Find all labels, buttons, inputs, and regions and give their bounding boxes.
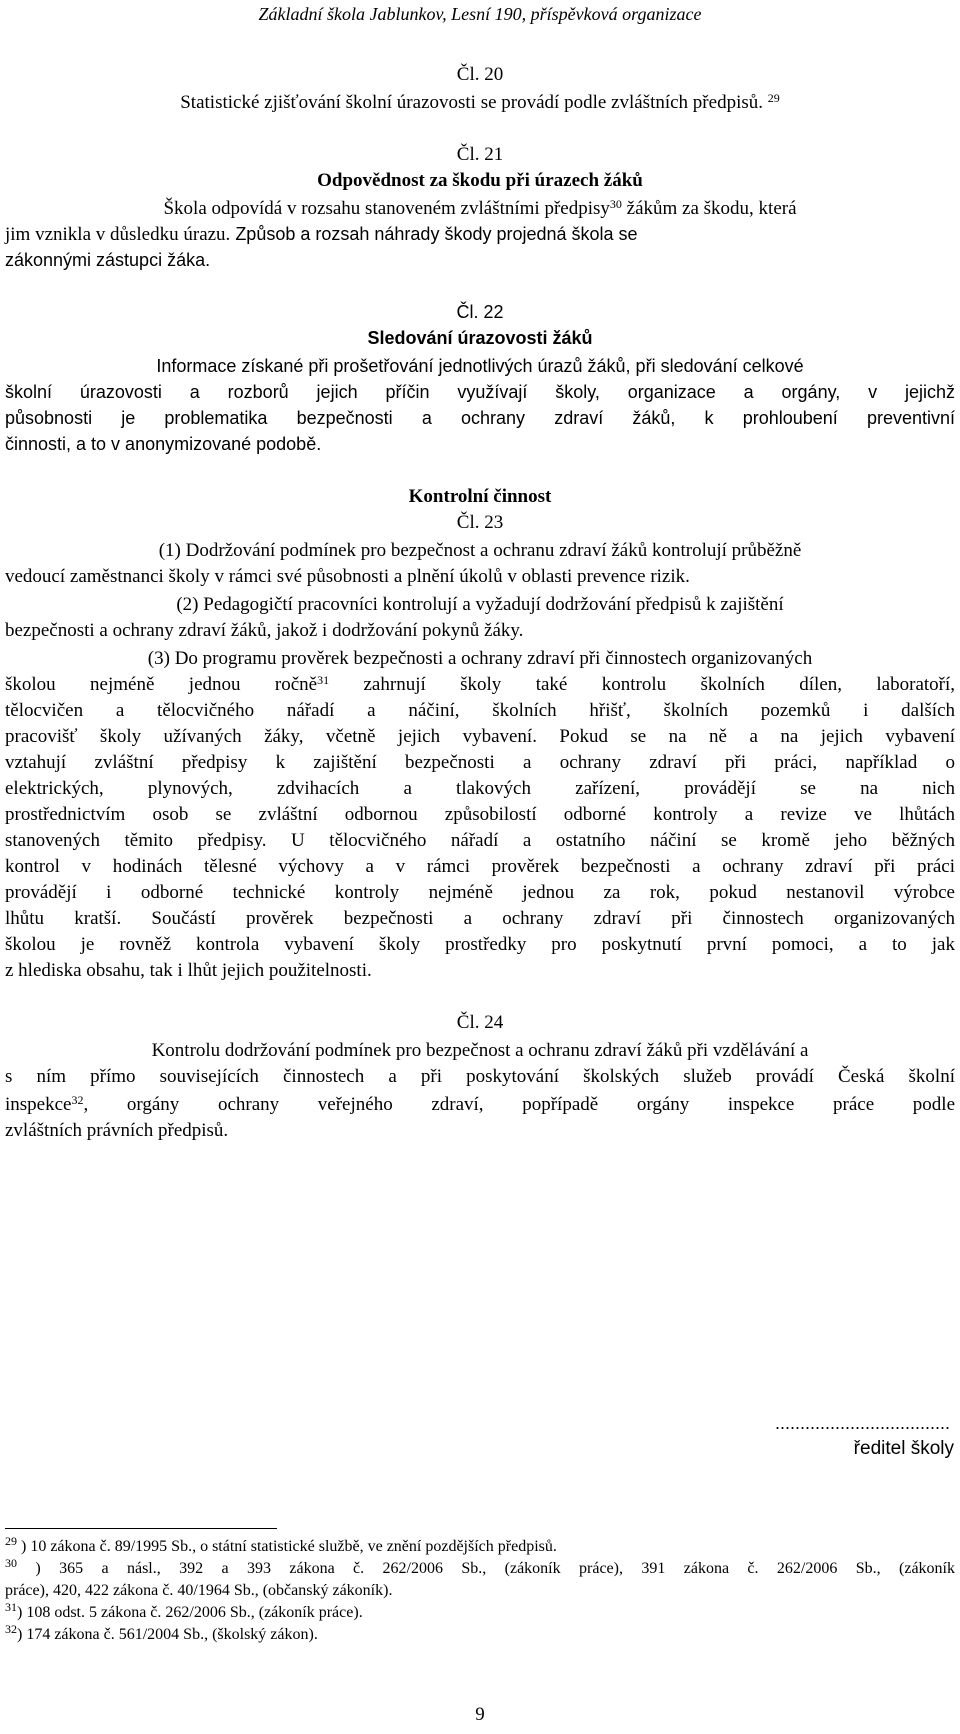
article-22-line-3: působnosti je problematika bezpečnosti a ochrany zdraví žáků, k prohloubení preventivní: [5, 408, 955, 428]
footnote-32-text: ) 174 zákona č. 561/2004 Sb., (školský zákon).: [17, 1626, 318, 1643]
article-21-line-2-a: jim vznikla v důsledku úrazu.: [5, 224, 231, 245]
article-24-heading: Čl. 24: [456, 1012, 504, 1033]
article-23-p1-line-1: (1) Dodržování podmínek pro bezpečnost a ochranu zdraví žáků kontrolují průběžně: [158, 540, 802, 561]
footnote-31-text: ) 108 odst. 5 zákona č. 262/2006 Sb., (zákoník práce).: [17, 1604, 363, 1621]
footnote-30-line-2: práce), 420, 422 zákona č. 40/1964 Sb., (občanský zákoník).: [5, 1582, 393, 1599]
running-header: Základní škola Jablunkov, Lesní 190, příspěvková organizace: [258, 4, 702, 24]
article-23-p3-line-2-a: školou nejméně jednou ročně: [5, 674, 318, 695]
article-23-p3-line-9: kontrol v hodinách tělesné výchovy a v rámci prověrek bezpečnosti a ochrany zdraví při práci: [5, 856, 955, 877]
footnote-32-number: 32: [5, 1622, 17, 1636]
footnote-ref-29: 29: [767, 91, 780, 105]
article-23-p1-line-2: vedoucí zaměstnanci školy v rámci své působnosti a plnění úkolů v oblasti prevence rizik.: [5, 566, 690, 587]
footnote-30-line-1: [5, 1556, 955, 1578]
signature-title: ředitel školy: [853, 1438, 954, 1459]
footnote-separator: [5, 1528, 277, 1529]
article-24-line-2: s ním přímo souvisejících činnostech a při poskytování školských služeb provádí Česká školní: [5, 1066, 955, 1087]
section-kontrolni-cinnost-title: Kontrolní činnost: [408, 486, 552, 507]
footnote-30-number: 30: [5, 1556, 17, 1570]
footnote-ref-32: 32: [71, 1093, 84, 1107]
article-22-line-4: činnosti, a to v anonymizované podobě.: [5, 434, 322, 454]
article-23-p3-line-5: vztahují zvláštní předpisy k zajištění bezpečnosti a ochrany zdraví při práci, například o: [5, 752, 955, 773]
article-21-line-2: [5, 224, 955, 246]
article-23-p3-line-7: prostřednictvím osob se zvláštní odbornou způsobilostí odborné kontroly a revize ve lhůtách: [5, 804, 955, 825]
article-23-p2-line-2: bezpečnosti a ochrany zdraví žáků, jakož i dodržování pokynů žáky.: [5, 620, 524, 641]
article-21-line-3: zákonnými zástupci žáka.: [5, 250, 211, 270]
footnote-29-number: 29: [5, 1534, 17, 1548]
article-23-p3-line-1: (3) Do programu prověrek bezpečnosti a ochrany zdraví při činnostech organizovaných: [147, 648, 813, 669]
article-23-p3-line-2-b: zahrnují školy také kontrolu školních dílen, laboratoří,: [329, 674, 956, 695]
article-21-line-1-b: žákům za škodu, která: [621, 198, 797, 219]
article-23-p3-line-12: školou je rovněž kontrola vybavení školy prostředky pro poskytnutí první pomoci, a to jak: [5, 934, 955, 955]
article-23-p3-line-3: tělocvičen a tělocvičného nářadí a náčiní, školních hřišť, školních pozemků i dalších: [5, 700, 955, 721]
page-number: 9: [475, 1704, 485, 1725]
article-23-p3-line-4: pracovišť školy užívaných žáky, včetně jejich vybavení. Pokud se na ně a na jejich vybavení: [5, 726, 955, 747]
article-21-line-2-b: Způsob a rozsah náhrady škody projedná škola se: [230, 224, 638, 244]
footnote-30-text-a: ) 365 a násl., 392 a 393 zákona č. 262/2006 Sb., (zákoník práce), 391 zákona č. 262/2006 Sb., (zákoník: [17, 1560, 955, 1577]
article-23-p3-line-11: lhůtu kratší. Součástí prověrek bezpečnosti a ochrany zdraví při činnostech organizovaných: [5, 908, 955, 929]
article-23-p3-line-10: provádějí i odborné technické kontroly nejméně jednou za rok, pokud nestanovil výrobce: [5, 882, 955, 903]
footnote-29: [5, 1534, 955, 1556]
article-24-line-3-a: inspekce: [5, 1094, 72, 1115]
article-21-title: Odpovědnost za škodu při úrazech žáků: [317, 170, 643, 191]
article-20-sentence: Statistické zjišťování školní úrazovosti se provádí podle zvláštních předpisů.: [180, 92, 763, 113]
footnote-32: [5, 1622, 955, 1644]
article-23-p2-line-1: (2) Pedagogičtí pracovníci kontrolují a vyžadují dodržování předpisů k zajištění: [176, 594, 784, 615]
article-22-line-1: Informace získané při prošetřování jednotlivých úrazů žáků, při sledování celkové: [156, 356, 804, 376]
article-22-title: Sledování úrazovosti žáků: [367, 328, 593, 348]
article-23-p3-line-13: z hlediska obsahu, tak i lhůt jejich použitelnosti.: [5, 960, 372, 981]
signature-line: ...................................: [774, 1413, 950, 1433]
footnote-31: [5, 1600, 955, 1622]
article-23-p3-line-8: stanovených těmito předpisy. U tělocvičného nářadí a ostatního náčiní se kromě jeho běžných: [5, 830, 955, 851]
article-23-p3-line-6: elektrických, plynových, zdvihacích a tlakových zařízení, provádějí se na nich: [5, 778, 955, 799]
article-21-line-1-a: Škola odpovídá v rozsahu stanoveném zvláštními předpisy: [163, 198, 610, 219]
article-24-line-3: [5, 1094, 955, 1116]
footnote-31-number: 31: [5, 1600, 17, 1614]
article-22-line-2: školní úrazovosti a rozborů jejich příčin využívají školy, organizace a orgány, v jejichž: [5, 382, 955, 402]
footnote-ref-31: 31: [317, 673, 330, 687]
article-24-line-4: zvláštních právních předpisů.: [5, 1120, 229, 1141]
article-21-line-1: [0, 198, 960, 220]
footnote-29-text: ) 10 zákona č. 89/1995 Sb., o státní statistické službě, ve znění pozdějších předpisů.: [17, 1538, 557, 1555]
article-21-heading: Čl. 21: [456, 144, 504, 165]
article-20-text: [0, 92, 960, 114]
article-20-heading: Čl. 20: [456, 64, 504, 85]
article-23-p3-line-2: [5, 674, 955, 696]
article-24-line-1: Kontrolu dodržování podmínek pro bezpečnost a ochranu zdraví žáků při vzdělávání a: [151, 1040, 809, 1061]
article-22-heading: Čl. 22: [456, 302, 504, 322]
article-24-line-3-b: , orgány ochrany veřejného zdraví, popřípadě orgány inspekce práce podle: [83, 1094, 955, 1115]
article-23-heading: Čl. 23: [456, 512, 504, 533]
footnote-ref-30: 30: [609, 197, 622, 211]
